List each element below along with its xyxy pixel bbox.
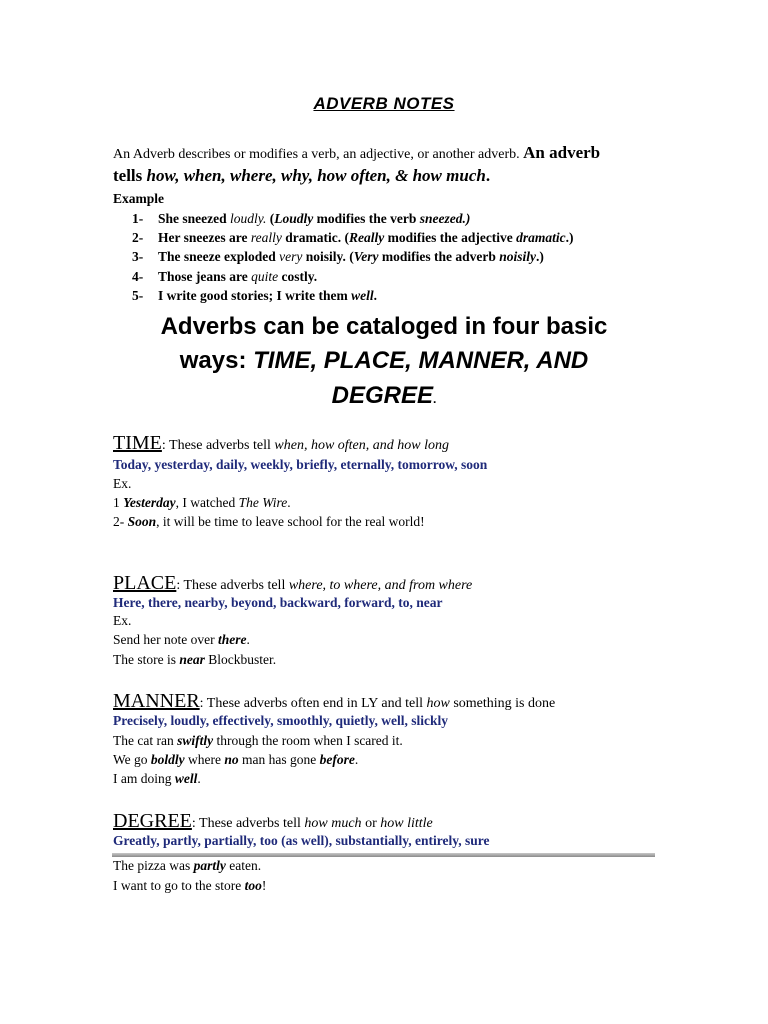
- place-example-2: The store is near Blockbuster.: [113, 652, 277, 667]
- time-example-2: 2- Soon, it will be time to leave school for the real world!: [113, 514, 425, 529]
- intro-tells: tells: [113, 166, 143, 185]
- section-heading-time: TIME: These adverbs tell when, how often, and how long: [113, 432, 450, 454]
- manner-example-2: We go boldly where no man has gone before.: [113, 752, 359, 767]
- place-adverb-list: Here, there, nearby, beyond, backward, forward, to, near: [113, 595, 443, 610]
- example-label: Example: [113, 191, 165, 206]
- degree-example-1: The pizza was partly eaten.: [113, 858, 262, 873]
- degree-example-2: I want to go to the store too!: [113, 878, 267, 893]
- example-item: 5- I write good stories; I write them well.: [132, 288, 377, 303]
- manner-example-3: I am doing well.: [113, 771, 201, 786]
- time-ex-label: Ex.: [113, 476, 132, 491]
- example-item: 3- The sneeze exploded very noisily. (Very modifies the adverb noisily.): [132, 249, 544, 264]
- degree-adverb-list: Greatly, partly, partially, too (as well), substantially, entirely, sure: [113, 833, 490, 848]
- page-title: ADVERB NOTES: [313, 94, 455, 113]
- example-item: 1- She sneezed loudly. (Loudly modifies the verb sneezed.): [132, 211, 471, 226]
- intro-emphasis: An adverb: [523, 143, 601, 162]
- place-example-1: Send her note over there.: [113, 632, 250, 647]
- horizontal-rule: [112, 853, 655, 857]
- intro-line-2: [113, 166, 490, 186]
- place-ex-label: Ex.: [113, 613, 132, 628]
- example-item: 4- Those jeans are quite costly.: [132, 269, 318, 284]
- section-heading-place: PLACE: These adverbs tell where, to where, and from where: [113, 572, 473, 594]
- intro-line-1: [113, 143, 600, 163]
- manner-adverb-list: Precisely, loudly, effectively, smoothly, quietly, well, slickly: [113, 713, 448, 728]
- manner-example-1: The cat ran swiftly through the room when I scared it.: [113, 733, 403, 748]
- section-heading-degree: DEGREE: These adverbs tell how much or how little: [113, 810, 433, 832]
- section-heading-manner: MANNER: These adverbs often end in LY and tell how something is done: [113, 690, 556, 712]
- headline-line-3: DEGREE.: [331, 382, 437, 409]
- headline-line-2: ways: TIME, PLACE, MANNER, AND: [179, 347, 589, 374]
- example-item: 2- Her sneezes are really dramatic. (Really modifies the adjective dramatic.): [132, 230, 574, 245]
- intro-question-words: how, when, where, why, how often, & how much: [146, 166, 486, 185]
- time-example-1: 1 Yesterday, I watched The Wire.: [113, 495, 291, 510]
- intro-sentence: An Adverb describes or modifies a verb, an adjective, or another adverb.: [113, 147, 520, 162]
- intro-period: .: [485, 166, 491, 185]
- headline-line-1: Adverbs can be cataloged in four basic: [160, 313, 608, 340]
- headline-categories: TIME, PLACE, MANNER, AND: [253, 347, 589, 374]
- time-adverb-list: Today, yesterday, daily, weekly, briefly, eternally, tomorrow, soon: [113, 457, 488, 472]
